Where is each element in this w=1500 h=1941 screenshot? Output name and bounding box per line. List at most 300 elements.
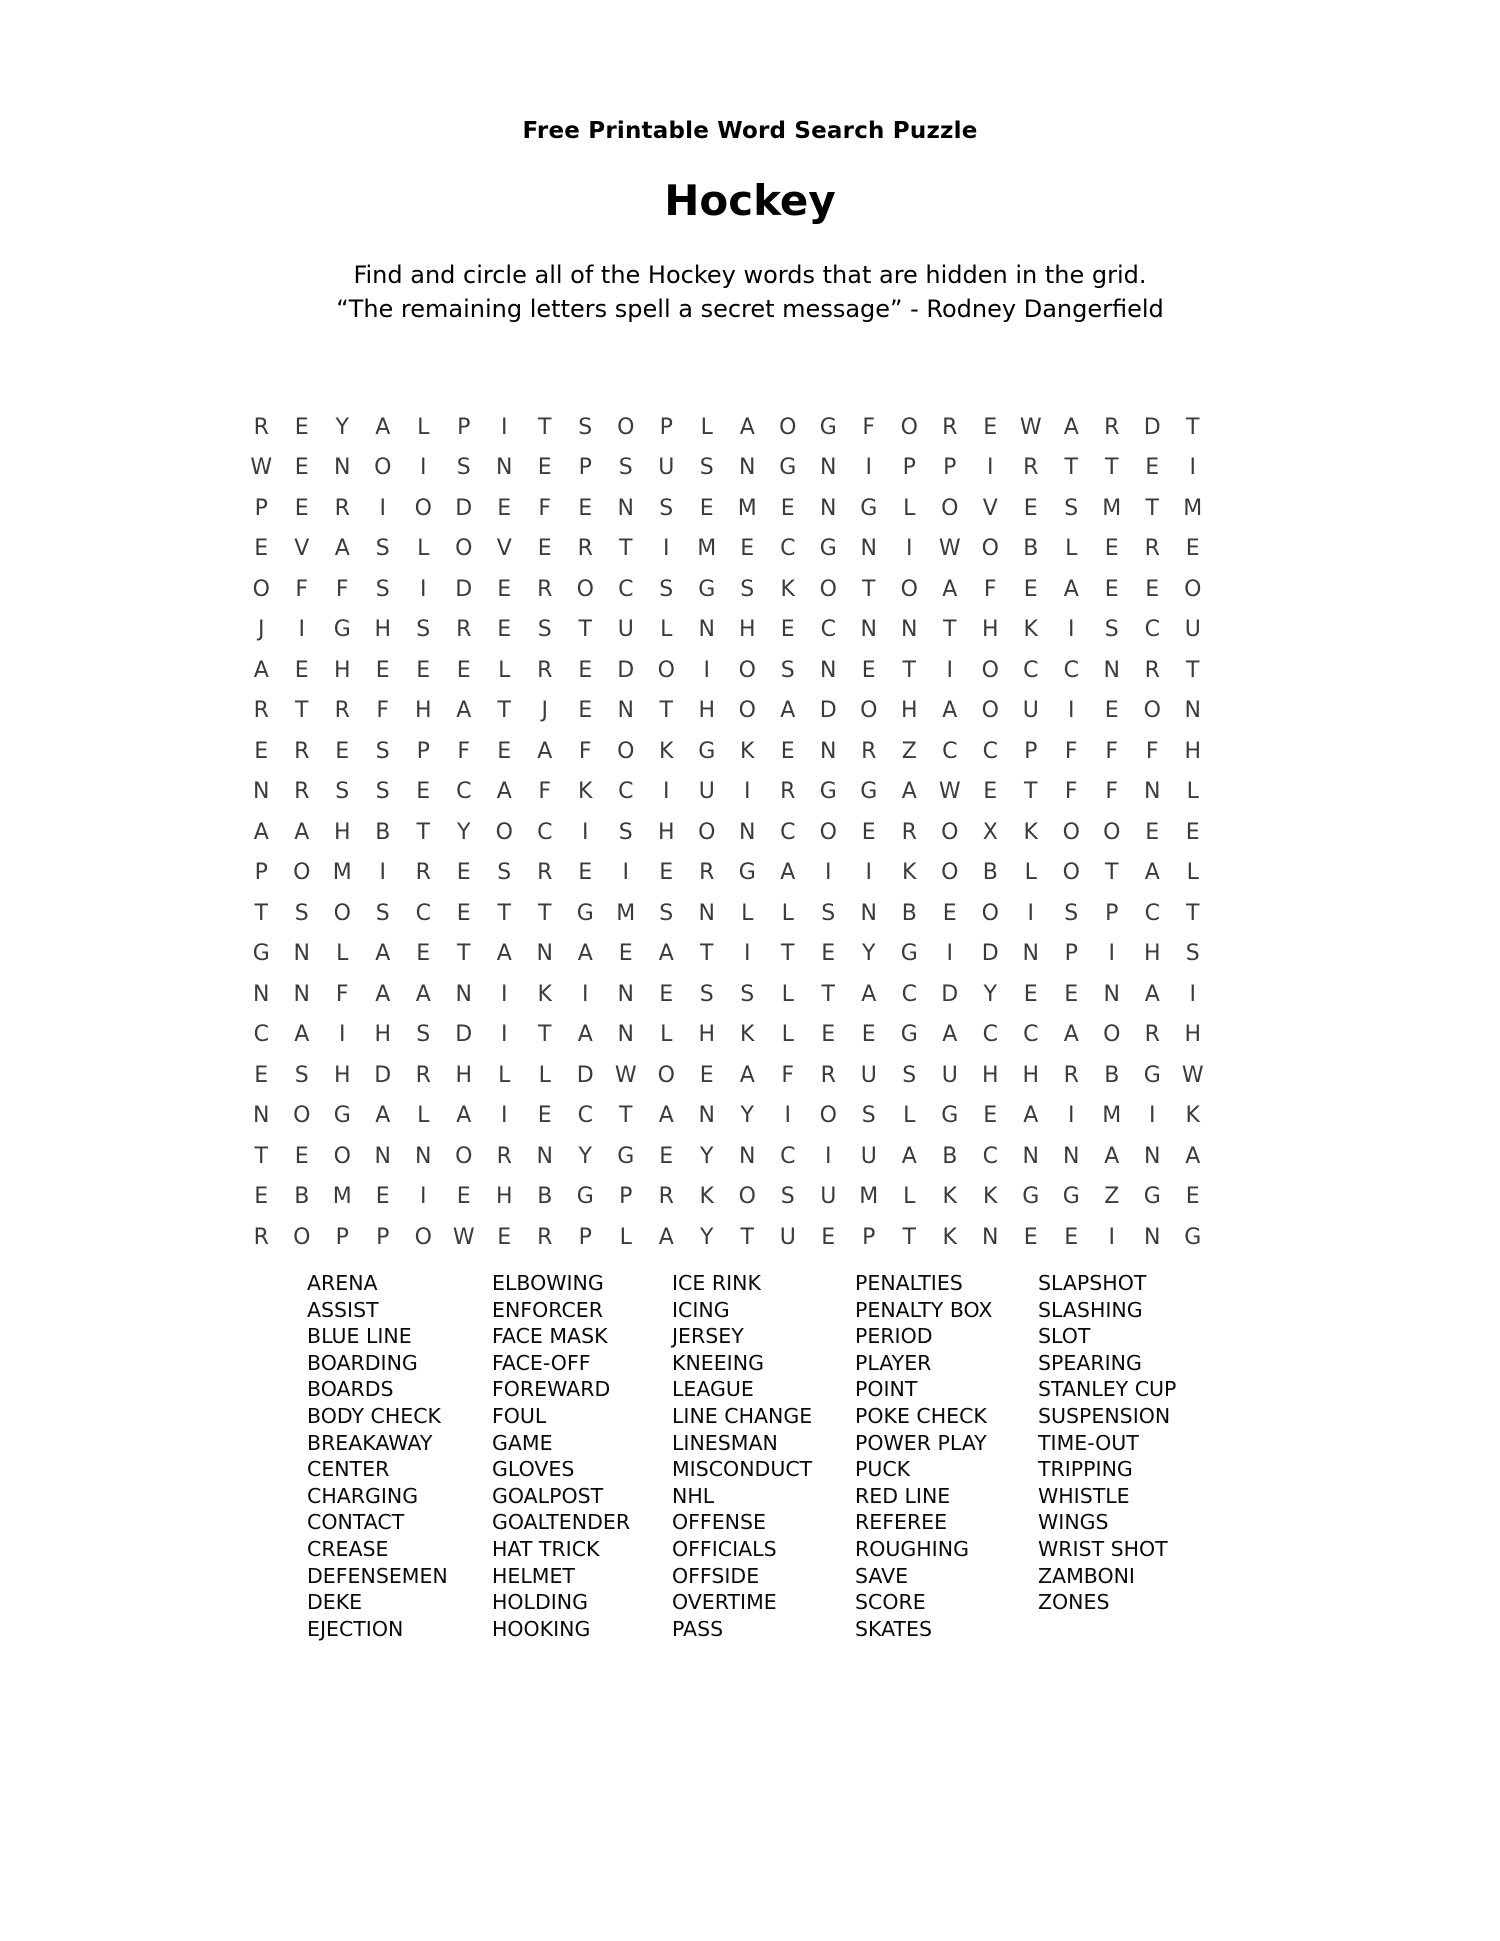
grid-letter: A [1063,576,1079,602]
grid-letter: A [658,1224,674,1250]
grid-letter: E [1104,698,1119,724]
grid-letter: N [820,738,837,764]
grid-letter: E [254,1062,269,1088]
grid-letter: P [1105,900,1119,926]
grid-letter: C [1144,900,1160,926]
grid-letter: U [1022,698,1039,724]
grid-letter: E [983,779,998,805]
word-list-item: MISCONDUCT [672,1457,813,1482]
grid-letter: E [1104,536,1119,562]
word-list-item: GAME [492,1430,553,1455]
word-list-item: SCORE [855,1590,926,1615]
grid-letter: A [658,941,674,967]
grid-letter: B [901,900,917,926]
grid-letter: A [1144,860,1160,886]
grid-letter: P [1064,941,1078,967]
grid-letter: E [294,455,309,481]
grid-letter: S [780,1184,795,1210]
grid-letter: G [333,1103,351,1129]
grid-letter: N [860,536,877,562]
grid-letter: R [901,819,917,845]
grid-letter: K [902,860,917,886]
grid-letter: E [659,981,674,1007]
grid-letter: I [906,536,913,562]
word-list-item: ENFORCER [492,1297,603,1322]
grid-letter: E [1023,495,1038,521]
grid-letter: N [617,495,634,521]
grid-letter: E [821,1224,836,1250]
grid-letter: S [1064,900,1079,926]
grid-letter: E [1145,576,1160,602]
word-list-item: FACE-OFF [492,1350,591,1375]
grid-letter: U [860,1143,877,1169]
word-list-column-3 [672,1270,812,1642]
grid-letter: E [416,657,431,683]
grid-letter: E [1185,1184,1200,1210]
grid-letter: I [1027,900,1034,926]
grid-letter: N [820,657,837,683]
grid-letter: S [294,1062,309,1088]
grid-letter: N [293,941,310,967]
grid-letter: S [335,779,350,805]
grid-letter: L [903,1103,916,1129]
grid-letter: E [983,1103,998,1129]
grid-letter: E [1185,536,1200,562]
grid-letter: E [942,900,957,926]
grid-letter: U [617,617,634,643]
grid-letter: O [1062,819,1080,845]
grid-letter: T [821,981,835,1007]
grid-letter: F [335,576,349,602]
word-list-item: BLUE LINE [307,1324,412,1349]
grid-letter: T [497,900,511,926]
grid-letter: S [740,576,755,602]
grid-letter: S [618,819,633,845]
grid-letter: E [294,495,309,521]
grid-letter: L [538,1062,551,1088]
grid-letter: E [578,860,593,886]
grid-letter: H [333,1062,351,1088]
grid-letter: O [293,1224,311,1250]
grid-letter: Y [700,1224,714,1250]
grid-letter: S [294,900,309,926]
grid-letter: E [821,1022,836,1048]
grid-letter: R [942,414,958,440]
grid-letter: A [577,941,593,967]
grid-letter: O [738,1184,756,1210]
grid-letter: E [294,1143,309,1169]
grid-letter: T [1105,860,1119,886]
grid-letter: T [538,900,552,926]
grid-letter: A [496,941,512,967]
grid-letter: E [1023,981,1038,1007]
grid-letter: G [779,455,797,481]
grid-letter: O [657,1062,675,1088]
grid-letter: L [903,495,916,521]
grid-letter: L [417,414,430,440]
grid-letter: U [779,1224,796,1250]
grid-letter: K [578,779,593,805]
grid-letter: E [578,495,593,521]
word-list-item: BODY CHECK [307,1403,441,1428]
grid-letter: O [900,414,918,440]
grid-letter: K [983,1184,998,1210]
grid-letter: S [375,738,390,764]
grid-letter: S [780,657,795,683]
grid-letter: P [902,455,916,481]
grid-letter: L [781,900,794,926]
grid-letter: I [865,455,872,481]
grid-letter: U [941,1062,958,1088]
word-list-column-1 [307,1270,448,1642]
grid-letter: T [1105,455,1119,481]
grid-letter: A [1063,414,1079,440]
word-list-item: WRIST SHOT [1038,1536,1168,1561]
grid-letter: G [1184,1224,1202,1250]
grid-letter: O [738,698,756,724]
grid-letter: D [1143,414,1161,440]
grid-letter: I [784,1103,791,1129]
page-title: Hockey [664,176,836,225]
grid-letter: L [660,617,673,643]
grid-letter: E [375,657,390,683]
grid-letter: S [659,900,674,926]
grid-letter: I [825,860,832,886]
grid-letter: P [943,455,957,481]
word-list-item: SLAPSHOT [1038,1271,1147,1295]
grid-letter: N [536,941,553,967]
grid-letter: P [659,414,673,440]
grid-letter: M [697,536,717,562]
word-list-item: DEFENSEMEN [307,1563,448,1588]
grid-letter: F [983,576,997,602]
grid-letter: W [614,1062,637,1088]
word-list-item: ARENA [307,1271,378,1295]
grid-letter: R [577,536,593,562]
grid-letter: L [336,941,349,967]
grid-letter: N [1022,1143,1039,1169]
grid-letter: I [420,1184,427,1210]
word-list-item: LINE CHANGE [672,1403,813,1428]
grid-letter: N [1184,698,1201,724]
grid-letter: K [780,576,795,602]
grid-letter: T [1064,455,1078,481]
grid-letter: L [498,657,511,683]
grid-letter: E [254,536,269,562]
grid-letter: O [981,900,999,926]
grid-letter: O [738,657,756,683]
grid-letter: T [538,414,552,440]
grid-letter: T [295,698,309,724]
grid-letter: I [1189,981,1196,1007]
grid-letter: I [1189,455,1196,481]
grid-letter: N [455,981,472,1007]
grid-letter: A [1063,1022,1079,1048]
grid-letter: A [456,698,472,724]
grid-letter: E [821,941,836,967]
word-list-item: GOALPOST [492,1483,604,1508]
grid-letter: E [578,657,593,683]
grid-letter: R [294,738,310,764]
grid-letter: O [819,1103,837,1129]
word-list-item: RED LINE [855,1483,951,1508]
grid-letter: D [374,1062,392,1088]
grid-letter: T [457,941,471,967]
grid-letter: S [456,455,471,481]
grid-letter: S [497,860,512,886]
grid-letter: O [333,1143,351,1169]
grid-letter: R [415,1062,431,1088]
grid-letter: A [1104,1143,1120,1169]
grid-letter: L [1065,536,1078,562]
grid-letter: E [780,738,795,764]
word-list-item: ASSIST [307,1297,379,1322]
grid-letter: G [819,779,837,805]
grid-letter: L [1186,860,1199,886]
grid-letter: C [253,1022,269,1048]
grid-letter: Y [578,1143,592,1169]
grid-letter: G [738,860,756,886]
grid-letter: R [658,1184,674,1210]
grid-letter: U [698,779,715,805]
grid-letter: G [333,617,351,643]
grid-letter: N [253,779,270,805]
grid-letter: W [938,536,961,562]
word-list-item: OFFSIDE [672,1563,760,1588]
grid-letter: G [617,1143,635,1169]
grid-letter: O [374,455,392,481]
grid-letter: P [254,495,268,521]
grid-letter: W [938,779,961,805]
grid-letter: R [1144,536,1160,562]
grid-letter: C [1023,1022,1039,1048]
grid-letter: N [617,698,634,724]
grid-letter: N [1144,779,1161,805]
grid-letter: R [537,860,553,886]
grid-letter: T [862,576,876,602]
grid-letter: E [416,779,431,805]
grid-letter: O [941,495,959,521]
grid-letter: W [1019,414,1042,440]
word-list-item: PASS [672,1616,724,1641]
grid-letter: C [618,576,634,602]
grid-letter: L [903,1184,916,1210]
grid-letter: N [820,495,837,521]
grid-letter: N [374,1143,391,1169]
grid-letter: R [334,698,350,724]
grid-letter: N [496,455,513,481]
grid-letter: T [619,1103,633,1129]
word-list-item: TRIPPING [1038,1457,1133,1482]
grid-letter: G [1143,1062,1161,1088]
grid-letter: A [294,819,310,845]
grid-letter: T [781,941,795,967]
grid-letter: M [332,860,352,886]
grid-letter: W [452,1224,475,1250]
grid-letter: A [901,779,917,805]
grid-letter: E [537,455,552,481]
grid-letter: F [862,414,876,440]
grid-letter: E [254,1184,269,1210]
grid-letter: P [457,414,471,440]
grid-letter: O [819,819,837,845]
grid-letter: M [1102,495,1122,521]
grid-letter: H [738,617,756,643]
grid-letter: C [780,1143,796,1169]
grid-letter: S [1064,495,1079,521]
grid-letter: D [455,1022,473,1048]
word-list-item: BOARDS [307,1377,394,1402]
grid-letter: I [1108,1224,1115,1250]
word-list-item: CENTER [307,1457,390,1482]
grid-letter: E [659,860,674,886]
word-list-item: OFFICIALS [672,1536,777,1561]
grid-letter: T [619,536,633,562]
grid-letter: C [1023,657,1039,683]
grid-letter: T [902,657,916,683]
word-list-item: HAT TRICK [492,1536,600,1561]
grid-letter: H [981,617,999,643]
grid-letter: A [739,1062,755,1088]
grid-letter: F [1105,779,1119,805]
grid-letter: E [375,1184,390,1210]
grid-letter: I [1068,698,1075,724]
grid-letter: G [698,738,716,764]
word-list-item: GOALTENDER [492,1510,631,1535]
grid-letter: F [1145,738,1159,764]
grid-letter: E [861,819,876,845]
grid-letter: Y [457,819,471,845]
grid-letter: E [861,1022,876,1048]
grid-letter: G [941,1103,959,1129]
grid-letter: O [414,1224,432,1250]
grid-letter: A [901,1143,917,1169]
grid-letter: I [501,1103,508,1129]
word-list-item: EJECTION [307,1616,404,1641]
word-list-item: CREASE [307,1536,389,1561]
grid-letter: F [538,779,552,805]
word-list-item: ROUGHING [855,1536,969,1561]
grid-letter: U [820,1184,837,1210]
grid-letter: D [819,698,837,724]
grid-letter: C [415,900,431,926]
word-list-item: SLOT [1038,1324,1091,1349]
grid-letter: T [1186,657,1200,683]
grid-letter: T [497,698,511,724]
grid-letter: L [1024,860,1037,886]
grid-letter: R [456,617,472,643]
grid-letter: S [375,536,390,562]
grid-letter: O [1184,576,1202,602]
grid-letter: F [1064,738,1078,764]
word-list-item: SLASHING [1038,1297,1143,1322]
grid-letter: I [622,860,629,886]
grid-letter: T [538,1022,552,1048]
grid-letter: R [537,1224,553,1250]
grid-letter: A [294,1022,310,1048]
grid-letter: P [335,1224,349,1250]
grid-letter: E [1145,455,1160,481]
grid-letter: K [942,1224,957,1250]
grid-letter: J [541,698,548,724]
grid-letter: S [578,414,593,440]
grid-letter: P [578,455,592,481]
grid-letter: N [860,617,877,643]
word-list-item: KNEEING [672,1350,764,1375]
grid-letter: O [981,536,999,562]
grid-letter: E [780,495,795,521]
grid-letter: E [294,657,309,683]
grid-letter: R [820,1062,836,1088]
grid-letter: O [252,576,270,602]
grid-letter: F [457,738,471,764]
grid-letter: E [537,536,552,562]
grid-letter: E [497,617,512,643]
grid-letter: S [618,455,633,481]
grid-letter: O [941,819,959,845]
grid-letter: E [1023,1224,1038,1250]
grid-letter: B [375,819,391,845]
word-list-item: PUCK [855,1457,911,1482]
grid-letter: L [1186,779,1199,805]
grid-letter: E [780,617,795,643]
grid-letter: S [740,981,755,1007]
grid-letter: E [537,1103,552,1129]
grid-letter: T [254,900,268,926]
grid-letter: R [253,414,269,440]
word-list-item: POWER PLAY [855,1430,987,1455]
grid-letter: I [298,617,305,643]
grid-letter: R [253,1224,269,1250]
grid-letter: U [860,1062,877,1088]
grid-letter: E [1145,819,1160,845]
grid-letter: V [294,536,310,562]
grid-letter: H [333,819,351,845]
instruction-line-1: Find and circle all of the Hockey words that are hidden in the grid. [353,261,1147,289]
grid-letter: T [1145,495,1159,521]
grid-letter: F [376,698,390,724]
word-list-item: ICE RINK [672,1271,761,1295]
word-list-item: PENALTY BOX [855,1297,993,1322]
grid-letter: S [821,900,836,926]
word-list-item: SUSPENSION [1038,1403,1171,1428]
word-list-column-5 [1038,1270,1176,1616]
grid-letter: O [941,860,959,886]
grid-letter: R [334,495,350,521]
grid-letter: O [1062,860,1080,886]
grid-letter: E [659,1143,674,1169]
grid-letter: H [981,1062,999,1088]
grid-letter: I [582,819,589,845]
grid-letter: O [414,495,432,521]
grid-letter: P [254,860,268,886]
grid-letter: A [658,1103,674,1129]
grid-letter: R [1144,657,1160,683]
grid-letter: M [859,1184,879,1210]
grid-letter: W [250,455,273,481]
grid-letter: A [415,981,431,1007]
grid-letter: B [982,860,998,886]
grid-letter: N [982,1224,999,1250]
grid-letter: N [820,455,837,481]
grid-letter: I [946,657,953,683]
word-list-item: WINGS [1038,1510,1109,1535]
grid-letter: S [659,495,674,521]
grid-letter: I [1068,1103,1075,1129]
grid-letter: L [417,536,430,562]
grid-letter: A [780,698,796,724]
grid-letter: I [420,455,427,481]
